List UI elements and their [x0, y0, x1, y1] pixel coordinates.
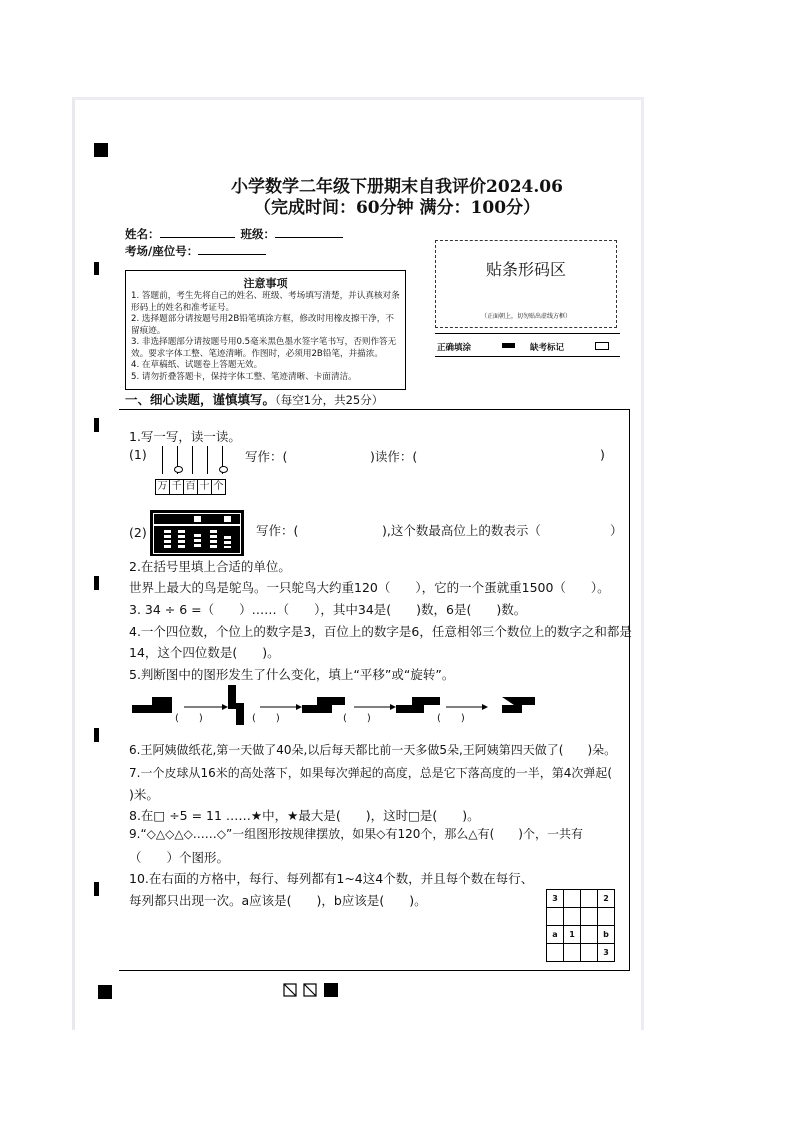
shape-3 — [302, 697, 345, 713]
grid-cell: 3 — [547, 890, 564, 908]
q9-line2: （ ）个图形。 — [129, 850, 230, 865]
shape-4 — [396, 697, 440, 713]
q6-text: 6.王阿姨做纸花,第一天做了40朵,以后每天都比前一天多做5朵,王阿姨第四天做了( )朵。 — [129, 743, 617, 757]
seat-row — [125, 243, 266, 259]
shape-2 — [228, 685, 244, 725]
rod — [192, 446, 193, 474]
q1-2-mid: ),这个数最高位上的数表示（ — [382, 523, 541, 538]
q1-1-label: (1) — [129, 447, 147, 462]
corner-mark-top — [94, 143, 108, 157]
timing-mark — [94, 882, 99, 896]
rod — [207, 446, 208, 474]
section-title: 一、细心读题，谨慎填写。 — [125, 392, 276, 407]
place-label: 千 — [169, 479, 184, 495]
grid-cell — [581, 944, 598, 962]
section-score: （每空1分，共25分） — [275, 393, 384, 407]
page-title: 小学数学二年级下册期末自我评价2024.06 — [231, 177, 563, 197]
q1-1-end: ) — [600, 447, 605, 462]
q2-title: 2.在括号里填上合适的单位。 — [129, 559, 291, 574]
q10-line2: 每列都只出现一次。a应该是( )，b应该是( )。 — [129, 893, 427, 908]
grid-cell — [581, 890, 598, 908]
notice-title: 注意事项 — [243, 277, 288, 290]
arrowhead — [390, 704, 396, 710]
bead-column — [224, 516, 231, 522]
q1-title: 1.写一写，读一读。 — [129, 429, 241, 444]
class-field[interactable] — [275, 237, 343, 238]
grid-cell — [547, 944, 564, 962]
q2-text: 世界上最大的鸟是鸵鸟。一只鸵鸟大约重120（ ），它的一个蛋就重1500（ ）。 — [129, 580, 610, 595]
number-grid — [546, 889, 615, 962]
abacus-image — [150, 510, 244, 556]
place-label: 十 — [197, 479, 212, 495]
answer-paren[interactable]: ( ) — [437, 713, 465, 724]
timing-mark — [94, 418, 99, 432]
index-box-filled — [324, 983, 338, 997]
q3-text: 3. 34 ÷ 6 =（ ）……（ ），其中34是( )数，6是( )数。 — [129, 602, 527, 617]
grid-cell: 3 — [598, 944, 615, 962]
q9-line1: 9.“◇△◇△◇……◇”一组图形按规律摆放，如果◇有120个，那么△有( )个，一共有 — [129, 827, 583, 841]
q1-2-label: (2) — [129, 525, 147, 540]
missing-mark-label: 缺考标记 — [530, 343, 565, 353]
correct-fill-label: 正确填涂 — [437, 343, 472, 353]
notice-item: 3. 非选择题部分请按题号用0.5毫米黑色墨水签字笔书写，否则作答无效。要求字体工整、笔迹清晰。作图时，必须用2B铅笔，并描浓。 — [131, 337, 397, 359]
fill-legend — [435, 333, 620, 357]
bead-column — [224, 536, 231, 548]
grid-cell — [564, 908, 581, 926]
grid-cell: a — [547, 926, 564, 944]
place-label: 百 — [183, 479, 198, 495]
grid-cell — [581, 926, 598, 944]
bead-column — [194, 516, 201, 522]
timing-mark — [94, 262, 99, 275]
seat-field[interactable] — [198, 254, 266, 255]
q1-1-read: )读作：( — [370, 449, 418, 464]
grid-cell — [547, 908, 564, 926]
page-subtitle: （完成时间：60分钟 满分：100分） — [253, 198, 541, 218]
answer-paren[interactable]: ( ) — [343, 713, 371, 724]
page-index-marks — [283, 983, 343, 999]
place-row — [155, 474, 225, 495]
student-info — [125, 226, 343, 242]
page-marks-svg — [283, 983, 343, 999]
grid-cell: b — [598, 926, 615, 944]
q1-1-write: 写作：( — [245, 449, 288, 464]
arrowhead — [296, 704, 302, 710]
section-heading — [125, 390, 383, 408]
notice-item: 1. 答题前，考生先将自己的姓名、班级、考场填写清楚，并认真核对条形码上的姓名和准考证号。 — [131, 291, 400, 313]
bead-column — [210, 530, 217, 548]
name-label: 姓名： — [125, 227, 160, 241]
grid-cell: 2 — [598, 890, 615, 908]
arrowhead — [482, 704, 488, 710]
notice-item: 5. 请勿折叠答题卡，保持字体工整、笔迹清晰、卡面清洁。 — [131, 371, 357, 382]
place-label: 个 — [211, 479, 226, 495]
place-label: 万 — [155, 479, 170, 495]
answer-paren[interactable]: ( ) — [252, 713, 280, 724]
grid-cell — [581, 908, 598, 926]
name-field[interactable] — [160, 237, 235, 238]
bead-column — [164, 530, 171, 548]
grid-row — [547, 926, 615, 944]
barcode-area — [435, 240, 617, 328]
q8-text: 8.在□ ÷5 = 11 ……★中，★最大是( )，这时□是( )。 — [129, 808, 480, 823]
shape-5 — [502, 697, 535, 713]
bead-column — [194, 534, 201, 548]
q7-line2: )米。 — [129, 787, 159, 802]
grid-row — [547, 908, 615, 926]
grid-cell — [598, 908, 615, 926]
grid-cell — [564, 944, 581, 962]
q4-line1: 4.一个四位数，个位上的数字是3，百位上的数字是6，任意相邻三个数位上的数字之和都是 — [129, 624, 632, 639]
rod — [162, 446, 163, 474]
notice-item: 2. 选择题部分请按题号用2B铅笔填涂方框，修改时用橡皮擦干净，不留痕迹。 — [131, 314, 394, 336]
bead — [219, 466, 228, 473]
counting-frame — [155, 446, 245, 494]
bead-column — [178, 530, 185, 548]
grid-cell: 1 — [564, 926, 581, 944]
timing-mark — [94, 728, 99, 742]
q4-line2: 14，这个四位数是( )。 — [129, 645, 280, 660]
bead — [174, 466, 183, 473]
corner-mark-bottom — [98, 985, 112, 999]
index-slash — [304, 984, 316, 996]
notice-item: 4. 在草稿纸、试题卷上答题无效。 — [131, 360, 263, 370]
grid-cell — [564, 890, 581, 908]
class-label: 班级： — [240, 227, 276, 241]
arrowhead — [222, 704, 228, 710]
barcode-note: （正面朝上，切勿贴出虚线方框） — [480, 313, 571, 320]
answer-paren[interactable]: ( ) — [175, 713, 203, 724]
grid-row — [547, 944, 615, 962]
index-slash — [284, 984, 296, 996]
q5-title: 5.判断图中的图形发生了什么变化，填上“平移”或“旋转”。 — [129, 667, 455, 682]
correct-fill-sample — [502, 343, 515, 348]
q7-line1: 7.一个皮球从16米的高处落下，如果每次弹起的高度，总是它下落高度的一半，第4次弹起( — [129, 766, 613, 780]
grid-row — [547, 890, 615, 908]
seat-label: 考场/座位号： — [125, 244, 199, 258]
q10-line1: 10.在右面的方格中，每行、每列都有1~4这4个数，并且每个数在每行、 — [129, 871, 534, 886]
q1-2-end: ） — [610, 523, 623, 538]
barcode-title: 贴条形码区 — [485, 260, 566, 279]
notice-box — [125, 270, 406, 390]
missing-mark-box[interactable] — [595, 342, 609, 350]
shape-1 — [132, 697, 172, 713]
timing-mark — [94, 576, 99, 590]
q1-2-write: 写作：( — [256, 523, 299, 538]
